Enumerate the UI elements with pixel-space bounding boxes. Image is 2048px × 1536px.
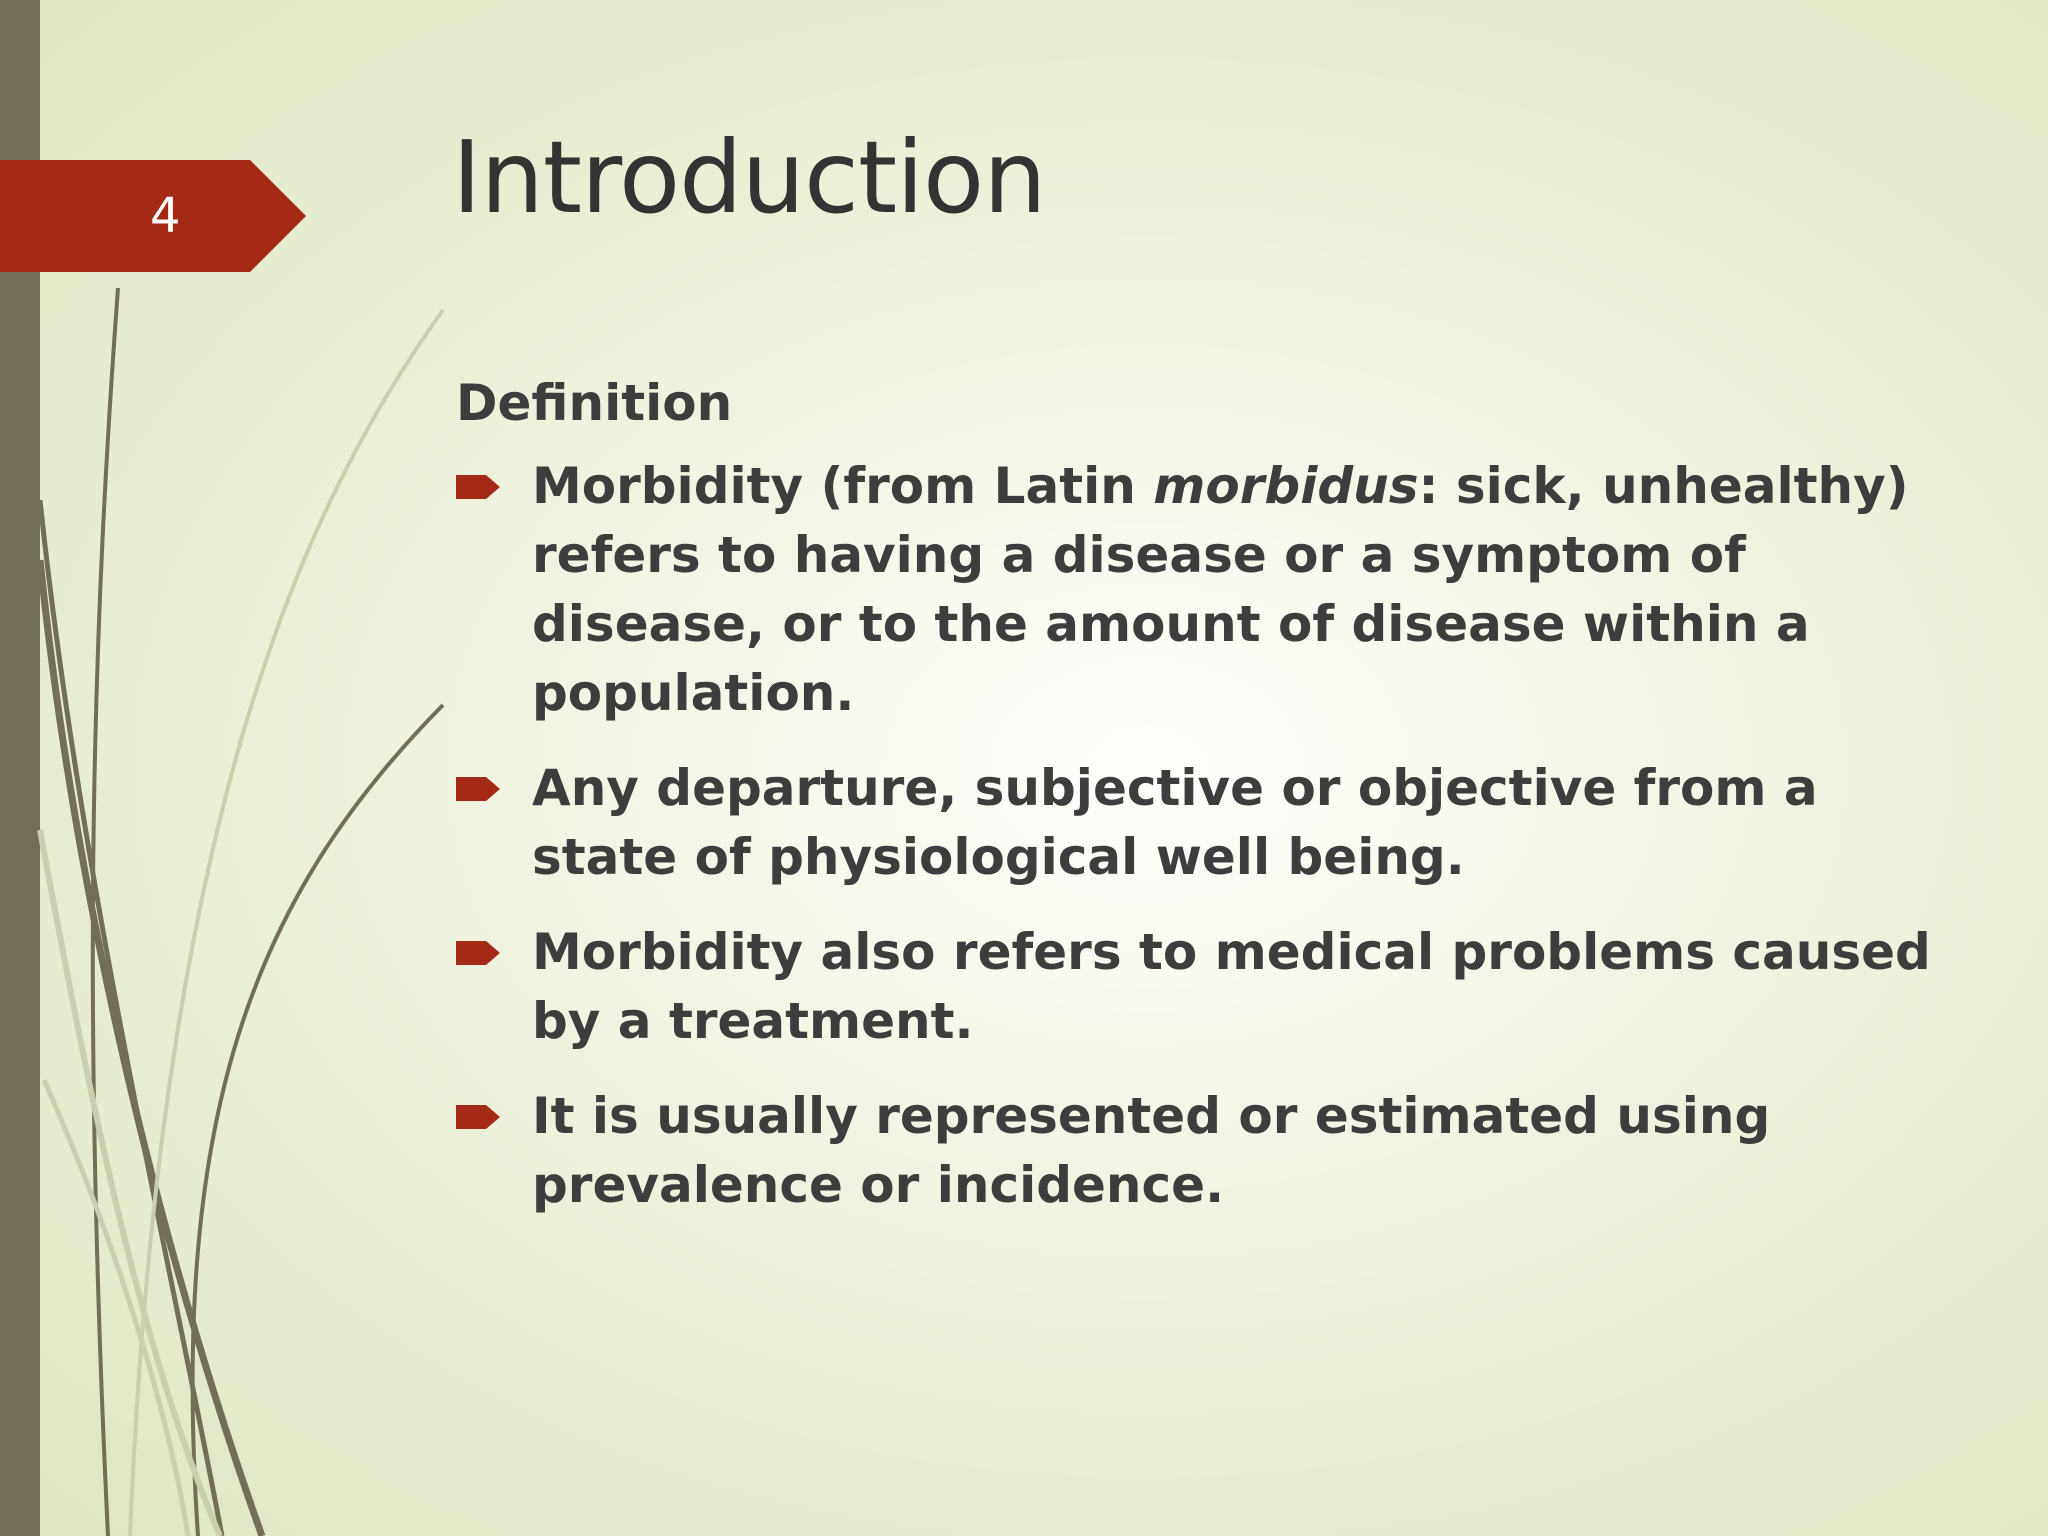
bullet-item [456,754,1936,892]
definition-heading: Definition [456,374,733,432]
bullet-emphasis-term: morbidus [1153,457,1419,515]
slide-number: 4 [150,188,181,244]
bullet-item [456,918,1936,1056]
bullet-item [456,452,1936,728]
bullet-text: It is usually represented or estimated using prevalence or incidence. [532,1087,1771,1214]
bullet-text-start: Morbidity (from Latin [532,457,1154,515]
bullet-list [456,452,1936,1220]
bullet-text [532,457,1909,722]
bullet-text: Any departure, subjective or objective from a state of physiological well being. [532,759,1818,886]
arrow-right-icon [456,472,502,502]
slide-title: Introduction [452,119,1046,236]
arrow-right-icon [456,1102,502,1132]
slide-content [456,368,1936,1246]
arrow-right-icon [456,774,502,804]
arrow-right-icon [456,938,502,968]
bullet-item [456,1082,1936,1220]
bullet-text-end: : sick, unhealthy) refers to having a disease or a symptom of disease, or to the amount of disease within a population. [532,457,1909,722]
bullet-text: Morbidity also refers to medical problems caused by a treatment. [532,923,1931,1050]
